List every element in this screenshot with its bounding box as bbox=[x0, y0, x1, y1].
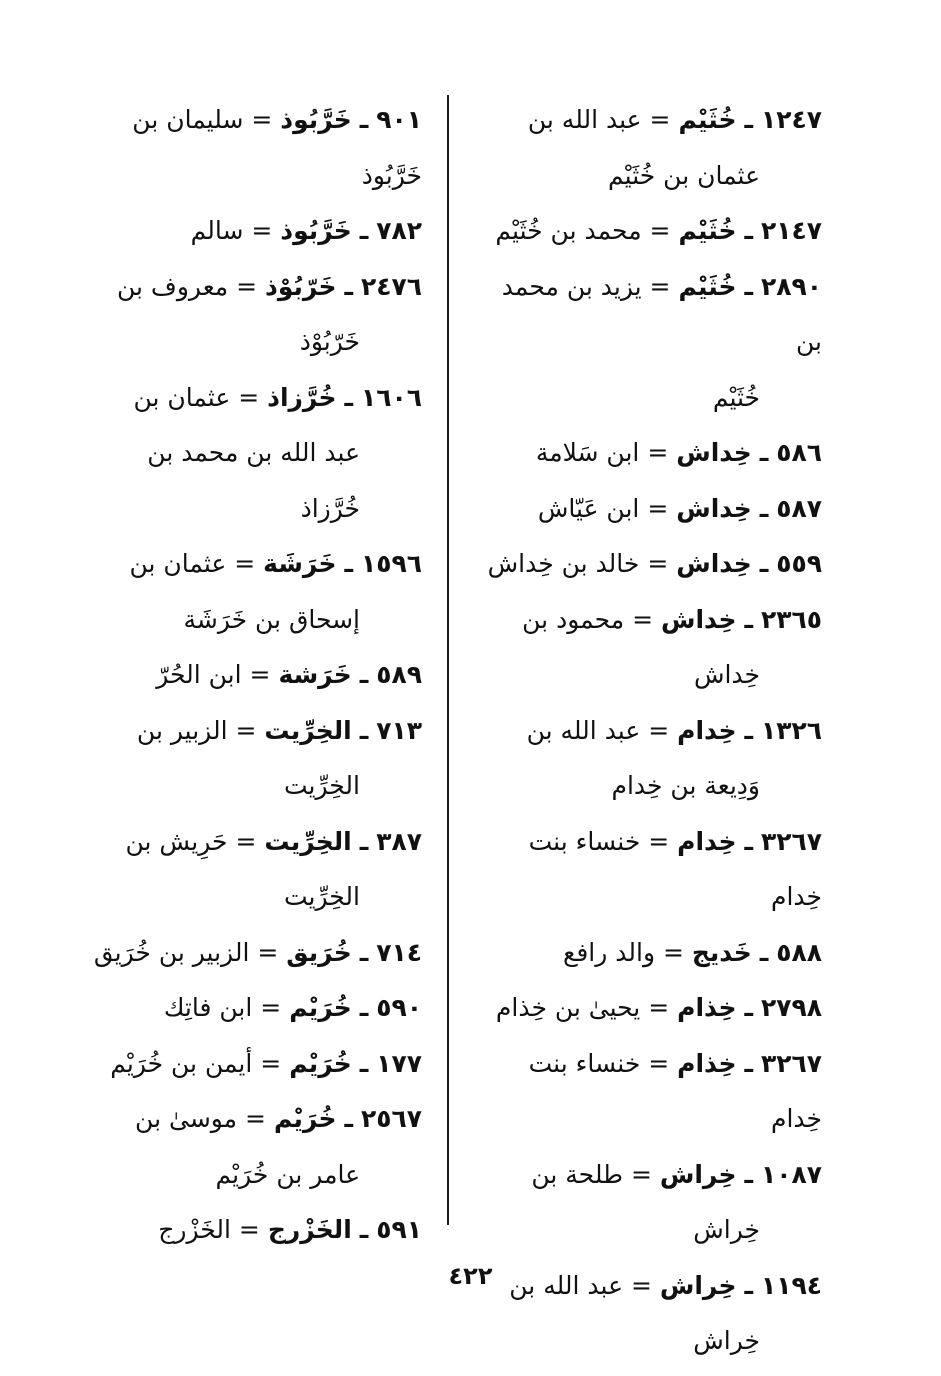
entry-continuation: خِراش bbox=[693, 1215, 760, 1244]
entry-number: ٧١٤ bbox=[376, 937, 422, 967]
index-entry bbox=[72, 980, 422, 1036]
index-entry bbox=[472, 814, 822, 925]
equals-sign: = bbox=[236, 271, 258, 301]
entry-number: ١١٩٤ bbox=[760, 1270, 822, 1300]
index-entry bbox=[472, 481, 822, 537]
entry-dash: ـ bbox=[759, 493, 769, 523]
entry-headword: خُرَّزاذ bbox=[267, 382, 337, 412]
entry-headword: خِداش bbox=[676, 493, 752, 523]
equals-sign: = bbox=[234, 549, 256, 578]
index-entry bbox=[72, 814, 422, 925]
index-entry bbox=[472, 592, 822, 703]
entry-description: ابن سَلامة bbox=[535, 438, 640, 467]
entry-continuation: خِداش bbox=[693, 660, 760, 689]
equals-sign: = bbox=[245, 1104, 266, 1133]
entry-headword: خُثَيْم bbox=[678, 271, 737, 301]
entry-number: ٥٨٧ bbox=[776, 493, 822, 523]
entry-number: ٢٤٧٦ bbox=[360, 271, 422, 301]
index-entry bbox=[72, 1202, 422, 1258]
entry-headword: خِراش bbox=[659, 1159, 737, 1189]
entry-description: أيمن بن خُرَيْم bbox=[110, 1048, 253, 1078]
equals-sign: = bbox=[647, 438, 669, 467]
equals-sign: = bbox=[649, 271, 671, 301]
entry-dash: ـ bbox=[359, 715, 369, 745]
entry-headword: خَرّبُوْذ bbox=[265, 271, 337, 301]
entry-headword: خُرَيْم bbox=[273, 1104, 337, 1133]
entry-dash: ـ bbox=[359, 216, 369, 245]
entry-number: ١٧٧ bbox=[376, 1048, 422, 1078]
index-entry bbox=[72, 1091, 422, 1202]
entry-headword: خَرَشَة bbox=[263, 549, 337, 578]
entry-headword: خَديج bbox=[691, 937, 752, 967]
entry-dash: ـ bbox=[359, 826, 369, 856]
entry-headword: الخِرِّيت bbox=[264, 826, 352, 856]
equals-sign: = bbox=[260, 993, 282, 1022]
equals-sign: = bbox=[251, 105, 273, 134]
entry-dash: ـ bbox=[759, 549, 769, 578]
entry-dash: ـ bbox=[744, 105, 753, 134]
entry-dash: ـ bbox=[344, 271, 353, 301]
entry-number: ٢٨٩٠ bbox=[760, 271, 822, 301]
entry-headword: خُثَيْم bbox=[678, 105, 737, 134]
entry-continuation: خُرَّزاذ bbox=[300, 493, 360, 523]
index-entry bbox=[472, 536, 822, 592]
entry-continuation: خُثَيْم bbox=[712, 382, 760, 412]
entry-headword: خِراش bbox=[659, 1270, 737, 1300]
entry-number: ١٥٩٦ bbox=[360, 549, 422, 578]
index-entry bbox=[472, 703, 822, 814]
equals-sign: = bbox=[648, 715, 670, 745]
entry-description: ابن الحُرّ bbox=[156, 660, 242, 689]
entry-dash: ـ bbox=[759, 438, 769, 467]
entry-headword: خِداش bbox=[660, 604, 737, 634]
equals-sign: = bbox=[238, 1215, 260, 1244]
entry-number: ٣٢٦٧ bbox=[760, 1048, 822, 1078]
entry-description: خنساء بنت خِدام bbox=[528, 826, 822, 911]
index-entry bbox=[72, 92, 422, 203]
entry-number: ٧٨٢ bbox=[376, 216, 422, 245]
entry-continuation: عامر بن خُرَيْم bbox=[215, 1159, 360, 1189]
entry-number: ١٣٢٦ bbox=[760, 715, 822, 745]
equals-sign: = bbox=[662, 937, 684, 967]
entry-description: يحيىٰ بن خِذام bbox=[495, 993, 641, 1022]
index-entry bbox=[72, 1036, 422, 1092]
index-entry bbox=[472, 925, 822, 981]
entry-headword: خِدام bbox=[677, 826, 737, 856]
entry-continuation: الخِرِّيت bbox=[283, 771, 360, 800]
entry-number: ١٦٠٦ bbox=[360, 382, 422, 412]
entry-dash: ـ bbox=[759, 937, 769, 967]
equals-sign: = bbox=[649, 105, 671, 134]
entry-headword: خِذام bbox=[677, 993, 737, 1022]
entry-dash: ـ bbox=[744, 826, 753, 856]
entry-number: ٢٣٦٥ bbox=[760, 604, 822, 634]
equals-sign: = bbox=[648, 1048, 670, 1078]
index-entry bbox=[72, 370, 422, 537]
entry-description: عبد الله بن bbox=[526, 715, 641, 745]
entry-dash: ـ bbox=[744, 715, 753, 745]
entry-number: ٥٥٩ bbox=[776, 549, 822, 578]
equals-sign: = bbox=[648, 993, 670, 1022]
entry-number: ٥٨٦ bbox=[776, 438, 822, 467]
index-entry bbox=[472, 1147, 822, 1258]
entry-description: معروف بن bbox=[117, 271, 229, 301]
entry-headword: خُثَيْم bbox=[678, 216, 737, 245]
entry-dash: ـ bbox=[359, 937, 369, 967]
equals-sign: = bbox=[257, 937, 279, 967]
entry-description: موسىٰ بن bbox=[135, 1104, 238, 1133]
equals-sign: = bbox=[238, 382, 260, 412]
entry-number: ١٢٤٧ bbox=[760, 105, 822, 134]
entry-description: الزبير بن خُرَيق bbox=[93, 937, 250, 967]
entry-headword: خَرَشة bbox=[278, 660, 352, 689]
entry-description: يزيد بن محمد بن bbox=[501, 271, 822, 356]
entry-dash: ـ bbox=[744, 1048, 753, 1078]
entry-dash: ـ bbox=[744, 993, 753, 1022]
entry-continuation: إسحاق بن خَرَشَة bbox=[183, 604, 360, 634]
entry-dash: ـ bbox=[359, 1048, 369, 1078]
entry-number: ٣٨٧ bbox=[376, 826, 422, 856]
entry-description: والد رافع bbox=[563, 937, 656, 967]
page-number: ٤٢٢ bbox=[448, 1262, 493, 1290]
entry-description: محمود بن bbox=[522, 604, 625, 634]
index-entry bbox=[72, 259, 422, 370]
entry-description: سليمان بن خَرَّبُوذ bbox=[132, 105, 422, 190]
entry-description: خالد بن خِداش bbox=[487, 549, 640, 578]
entry-continuation: الخِرِّيت bbox=[283, 882, 360, 911]
index-entry bbox=[472, 980, 822, 1036]
entry-description: خنساء بنت خِدام bbox=[528, 1048, 822, 1133]
entry-description: عبد الله بن bbox=[527, 105, 642, 134]
entry-continuation: خِراش bbox=[693, 1326, 760, 1355]
index-entry bbox=[72, 536, 422, 647]
entry-number: ٢٥٦٧ bbox=[360, 1104, 422, 1133]
equals-sign: = bbox=[632, 604, 654, 634]
entry-number: ٥٩٠ bbox=[376, 993, 422, 1022]
entry-number: ٩٠١ bbox=[376, 105, 422, 134]
entry-dash: ـ bbox=[744, 604, 753, 634]
entry-description: سالم bbox=[190, 216, 244, 245]
entry-continuation: خَرّبُوْذ bbox=[299, 327, 360, 356]
equals-sign: = bbox=[630, 1270, 652, 1300]
entry-description: الخَزْرج bbox=[158, 1215, 231, 1244]
entry-description: عثمان بن bbox=[133, 382, 231, 412]
entry-dash: ـ bbox=[359, 105, 369, 134]
index-column-right bbox=[472, 92, 822, 1369]
equals-sign: = bbox=[260, 1048, 282, 1078]
equals-sign: = bbox=[647, 493, 669, 523]
equals-sign: = bbox=[647, 549, 669, 578]
equals-sign: = bbox=[630, 1159, 652, 1189]
entry-description: حَرِيش بن bbox=[125, 826, 228, 856]
equals-sign: = bbox=[249, 660, 271, 689]
index-entry bbox=[72, 925, 422, 981]
entry-dash: ـ bbox=[744, 1270, 753, 1300]
entry-number: ٢٧٩٨ bbox=[760, 993, 822, 1022]
entry-dash: ـ bbox=[359, 1215, 369, 1244]
entry-headword: خَرَّبُوذ bbox=[280, 105, 352, 134]
entry-headword: خِذام bbox=[677, 1048, 737, 1078]
entry-headword: الخَزْرج bbox=[267, 1215, 352, 1244]
entry-number: ٧١٣ bbox=[376, 715, 422, 745]
index-entry bbox=[472, 425, 822, 481]
entry-headword: الخِرِّيت bbox=[264, 715, 352, 745]
entry-number: ٣٢٦٧ bbox=[760, 826, 822, 856]
entry-number: ١٠٨٧ bbox=[760, 1159, 822, 1189]
index-entry bbox=[72, 647, 422, 703]
entry-headword: خِداش bbox=[676, 549, 752, 578]
entry-dash: ـ bbox=[344, 549, 353, 578]
index-entry bbox=[472, 203, 822, 259]
entry-headword: خِداش bbox=[676, 438, 752, 467]
index-entry bbox=[472, 259, 822, 426]
entry-description: الزبير بن bbox=[136, 715, 228, 745]
entry-headword: خُرَيْم bbox=[289, 993, 352, 1022]
entry-dash: ـ bbox=[359, 993, 369, 1022]
equals-sign: = bbox=[235, 715, 257, 745]
entry-number: ٢١٤٧ bbox=[760, 216, 822, 245]
entry-dash: ـ bbox=[744, 271, 753, 301]
entry-dash: ـ bbox=[344, 382, 353, 412]
entry-description: ابن عَيّاش bbox=[537, 493, 640, 523]
index-entry bbox=[472, 92, 822, 203]
index-entry bbox=[472, 1036, 822, 1147]
entry-number: ٥٨٨ bbox=[776, 937, 822, 967]
entry-continuation: عبد الله بن محمد بن bbox=[147, 438, 360, 467]
entry-dash: ـ bbox=[744, 1159, 753, 1189]
entry-dash: ـ bbox=[359, 660, 369, 689]
entry-description: عبد الله بن bbox=[509, 1270, 623, 1300]
entry-description: عثمان بن bbox=[129, 549, 227, 578]
index-column-left bbox=[72, 92, 422, 1258]
index-entry bbox=[72, 203, 422, 259]
entry-dash: ـ bbox=[744, 216, 753, 245]
entry-headword: خِدام bbox=[677, 715, 737, 745]
entry-headword: خَرَّبُوذ bbox=[280, 216, 352, 245]
entry-continuation: عثمان بن خُثَيْم bbox=[608, 160, 760, 190]
entry-description: محمد بن خُثَيْم bbox=[495, 216, 642, 245]
entry-number: ٥٨٩ bbox=[376, 660, 422, 689]
entry-description: طلحة بن bbox=[531, 1159, 623, 1189]
entry-continuation: وَدِيعة بن خِدام bbox=[611, 771, 760, 800]
equals-sign: = bbox=[648, 826, 670, 856]
equals-sign: = bbox=[251, 216, 273, 245]
entry-headword: خُرَيْم bbox=[289, 1048, 352, 1078]
column-divider bbox=[447, 95, 449, 1225]
entry-number: ٥٩١ bbox=[376, 1215, 422, 1244]
entry-description: ابن فاتِك bbox=[163, 993, 253, 1022]
index-entry bbox=[72, 703, 422, 814]
entry-headword: خُرَيق bbox=[286, 937, 352, 967]
entry-dash: ـ bbox=[344, 1104, 353, 1133]
equals-sign: = bbox=[235, 826, 257, 856]
equals-sign: = bbox=[649, 216, 671, 245]
